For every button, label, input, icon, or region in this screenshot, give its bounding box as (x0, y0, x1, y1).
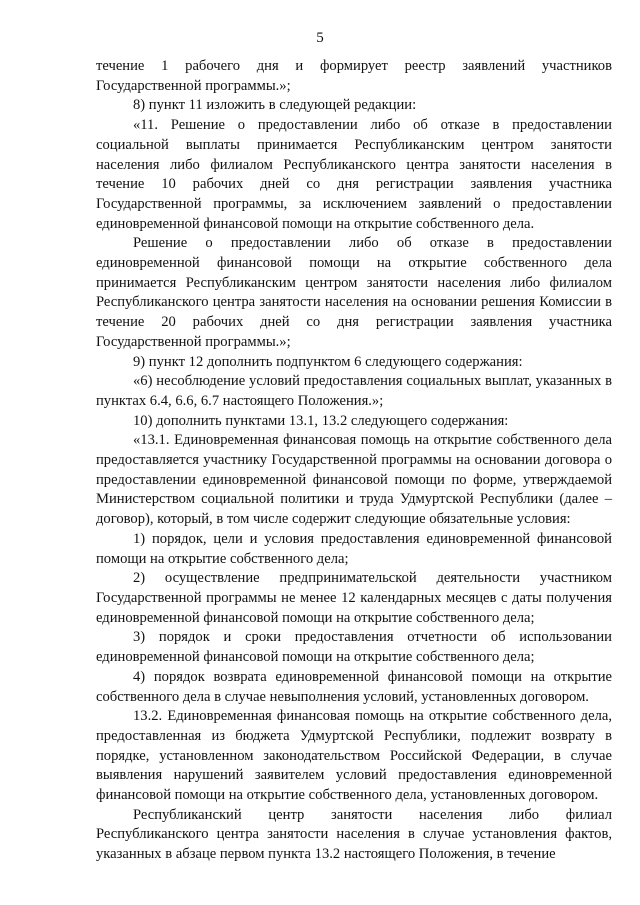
page-number: 5 (316, 30, 324, 46)
paragraph-item-8: 8) пункт 11 изложить в следующей редакции: (133, 97, 417, 114)
paragraph-condition-2: 2) осуществление предпринимательской деятельности участником Государственной программы не менее 12 календарных месяцев с даты получения единовременной финансовой помощи на открытие собственного дела; (96, 570, 612, 626)
paragraph-center-obligation: Республиканский центр занятости населения либо филиал Республиканского центра занятости населения в случае установления фактов, указанных в абзаце первом пункта 13.2 настоящего Положения, в течение (96, 806, 612, 863)
paragraph-item-10: 10) дополнить пунктами 13.1, 13.2 следующего содержания: (133, 412, 509, 429)
document-body (96, 57, 612, 865)
paragraph-decision: Решение о предоставлении либо об отказе в предоставлении единовременной финансовой помощи на открытие собственного дела принимается Республиканским центром занятости населения либо филиалом Республиканского центра занятости населения на основании решения Комиссии в течение 20 рабочих дней со дня регистрации заявления участника Государственной программы.»; (96, 235, 612, 350)
paragraph-continuation: течение 1 рабочего дня и формирует реестр заявлений участников Государственной программы.»; (96, 58, 612, 94)
paragraph-point-13-1: «13.1. Единовременная финансовая помощь на открытие собственного дела предоставляется участнику Государственной программы на основании договора о предоставлении единовременной финансовой помощи по форме, утверждаемой Министерством социальной политики и труда Удмуртской Республики (далее – договор), который, в том числе содержит следующие обязательные условия: (96, 432, 612, 528)
paragraph-condition-1: 1) порядок, цели и условия предоставления единовременной финансовой помощи на открытие собственного дела; (96, 530, 612, 567)
paragraph-condition-4: 4) порядок возврата единовременной финансовой помощи на открытие собственного дела в случае невыполнения условий, установленных договором. (96, 668, 612, 705)
paragraph-subpoint-6: «6) несоблюдение условий предоставления социальных выплат, указанных в пунктах 6.4, 6.6, 6.7 настоящего Положения.»; (96, 373, 612, 409)
paragraph-item-9: 9) пункт 12 дополнить подпунктом 6 следующего содержания: (133, 353, 523, 370)
paragraph-condition-3: 3) порядок и сроки предоставления отчетности об использовании единовременной финансовой помощи на открытие собственного дела; (96, 629, 612, 666)
paragraph-point-13-2: 13.2. Единовременная финансовая помощь на открытие собственного дела, предоставленная из бюджета Удмуртской Республики, подлежит возврату в порядке, установленном законодательством Российской Федерации, в случае выявления нарушений заявителем условий предоставления единовременной финансовой помощи на открытие собственного дела, установленных договором. (96, 708, 612, 804)
paragraph-point-11: «11. Решение о предоставлении либо об отказе в предоставлении социальной выплаты принимается Республиканским центром занятости населения либо филиалом Республиканского центра занятости населения в течение 10 рабочих дней со дня регистрации заявления участника Государственной программы, за исключением заявлений о предоставлении единовременной финансовой помощи на открытие собственного дела. (96, 117, 612, 232)
